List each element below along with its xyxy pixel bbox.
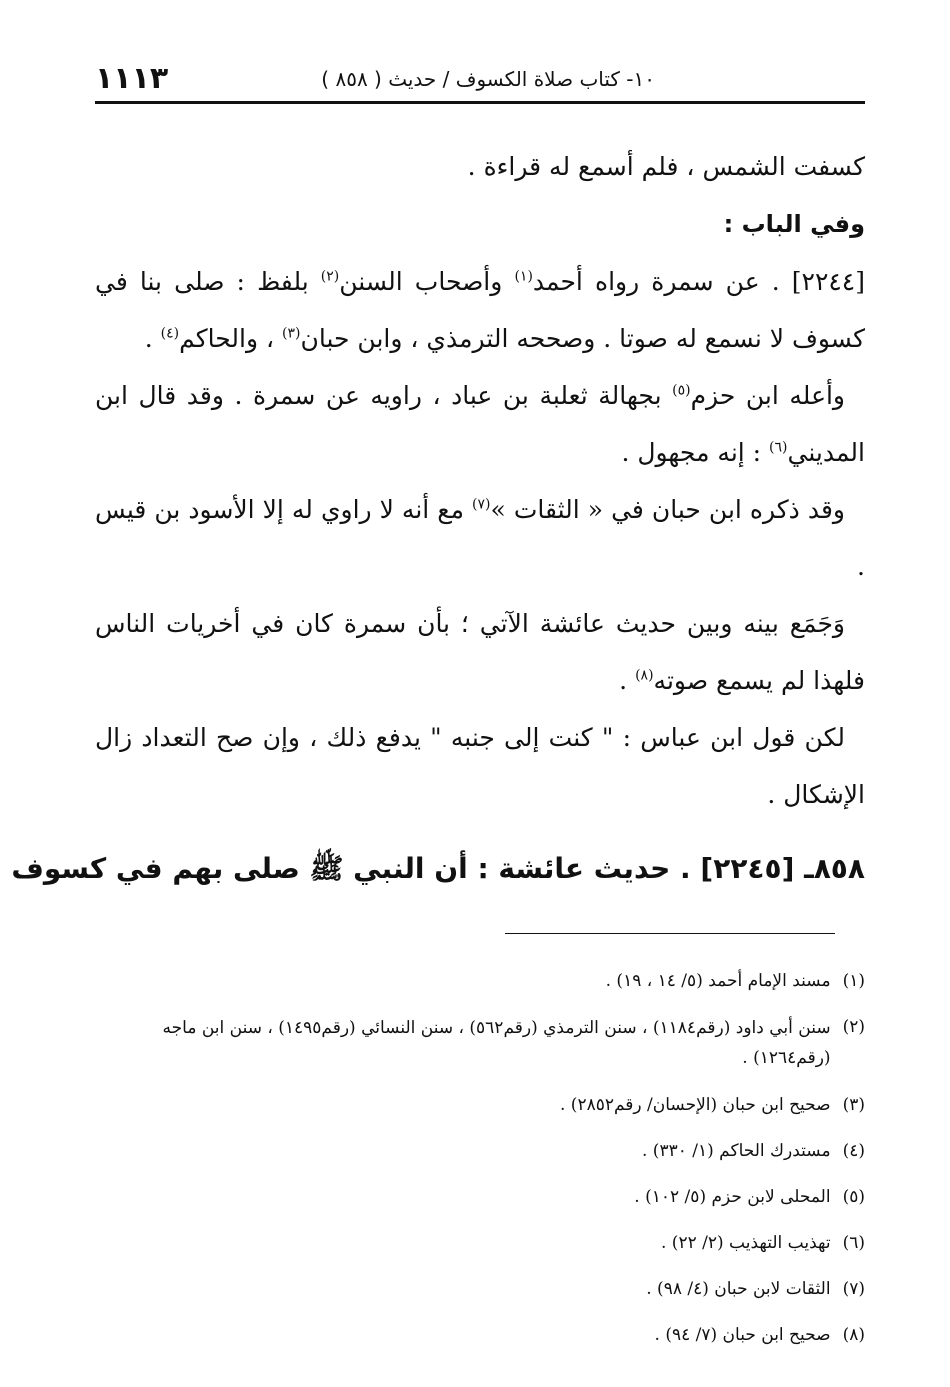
- page-number: ١١١٣: [95, 61, 169, 96]
- footnote-number: (١): [842, 971, 865, 991]
- paragraph-ibn-hazm: [95, 367, 865, 481]
- footnote-item: [95, 1128, 865, 1174]
- footnote-text: صحيح ابن حبان (الإحسان/ رقم٢٨٥٢) .: [560, 1095, 831, 1115]
- footnote-ref[interactable]: (٤): [160, 325, 180, 342]
- paragraph-text: .: [144, 324, 161, 353]
- footnote-ref[interactable]: (٦): [769, 439, 788, 456]
- page-header: [95, 55, 865, 104]
- paragraph-samura: [95, 253, 865, 367]
- footnote-item: [95, 1174, 865, 1220]
- footnote-text: سنن أبي داود (رقم١١٨٤) ، سنن الترمذي (رقم٥٦٢) ، سنن النسائي (رقم١٤٩٥) ، سنن ابن ماجه (رقم١٢٦٤) .: [162, 1018, 831, 1068]
- footnotes: [95, 958, 865, 1358]
- section-subhead: [95, 195, 865, 253]
- footnote-item: [95, 1004, 865, 1082]
- footnote-text: مسند الإمام أحمد (٥/ ١٤ ، ١٩) .: [605, 971, 831, 991]
- footnote-item: [95, 1220, 865, 1266]
- footnote-text: تهذيب التهذيب (٢/ ٢٢) .: [661, 1233, 831, 1253]
- paragraph-text: وأصحاب السنن: [339, 267, 515, 296]
- running-head: ١٠- كتاب صلاة الكسوف / حديث ( ٨٥٨ ): [321, 67, 655, 91]
- footnote-ref[interactable]: (١): [514, 268, 533, 285]
- footnote-text: الثقات لابن حبان (٤/ ٩٨) .: [646, 1279, 831, 1299]
- footnote-item: [95, 958, 865, 1004]
- paragraph-text: لكن قول ابن عباس : " كنت إلى جنبه " يدفع ذلك ، وإن صح التعداد زال الإشكال .: [95, 723, 865, 809]
- paragraph-text: مع أنه لا راوي له إلا الأسود بن قيس .: [95, 495, 865, 581]
- footnote-number: (٦): [842, 1233, 865, 1253]
- footnote-ref[interactable]: (٢): [320, 268, 340, 285]
- main-text: [95, 138, 865, 823]
- paragraph-text: ، والحاكم: [179, 324, 283, 353]
- footnote-item: [95, 1312, 865, 1358]
- footnote-number: (٢): [842, 1017, 865, 1037]
- paragraph-text: بلفظ : صلى بنا في كسوف لا نسمع له صوتا . وصححه الترمذي ، وابن حبان: [95, 267, 865, 353]
- footnote-number: (٧): [842, 1279, 865, 1299]
- paragraph-text: وقد ذكره ابن حبان في « الثقات »: [490, 495, 845, 524]
- paragraph-reconcile: [95, 595, 865, 709]
- opening-line-text: كسفت الشمس ، فلم أسمع له قراءة .: [467, 152, 865, 181]
- subhead-text: وفي الباب :: [723, 210, 865, 238]
- footnote-ref[interactable]: (٧): [472, 496, 491, 513]
- paragraph-ibn-abbas: [95, 709, 865, 823]
- paragraph-text: [٢٢٤٤] . عن سمرة رواه أحمد: [532, 267, 865, 296]
- footnote-text: المحلى لابن حزم (٥/ ١٠٢) .: [634, 1187, 831, 1207]
- footnote-ref[interactable]: (٥): [672, 382, 691, 399]
- footnote-ref[interactable]: (٣): [282, 325, 301, 342]
- opening-line: [95, 138, 865, 195]
- footnote-number: (٨): [842, 1325, 865, 1345]
- paragraph-text: .: [619, 666, 636, 695]
- book-page: [11, 55, 865, 1358]
- paragraph-text: وَجَمَع بينه وبين حديث عائشة الآتي ؛ بأن سمرة كان في أخريات الناس فلهذا لم يسمع صوته: [95, 609, 865, 695]
- footnote-number: (٤): [842, 1141, 865, 1161]
- footnote-number: (٥): [842, 1187, 865, 1207]
- footnote-item: [95, 1082, 865, 1128]
- footnote-divider: [505, 933, 835, 934]
- paragraph-text: وأعله ابن حزم: [690, 381, 846, 410]
- paragraph-thiqat: [95, 481, 865, 595]
- footnote-item: [95, 1266, 865, 1312]
- hadith-heading: ٨٥٨ـ [٢٢٤٥] . حديث عائشة : أن النبي ﷺ صلى بهم في كسوف: [11, 852, 865, 885]
- footnote-number: (٣): [842, 1095, 865, 1115]
- paragraph-text: بجهالة ثعلبة بن عباد ، راويه عن سمرة . وقد قال ابن المديني: [95, 381, 865, 467]
- footnote-ref[interactable]: (٨): [635, 667, 654, 684]
- footnote-text: مستدرك الحاكم (١/ ٣٣٠) .: [641, 1141, 831, 1161]
- paragraph-text: : إنه مجهول .: [621, 438, 770, 467]
- footnote-text: صحيح ابن حبان (٧/ ٩٤) .: [654, 1325, 831, 1345]
